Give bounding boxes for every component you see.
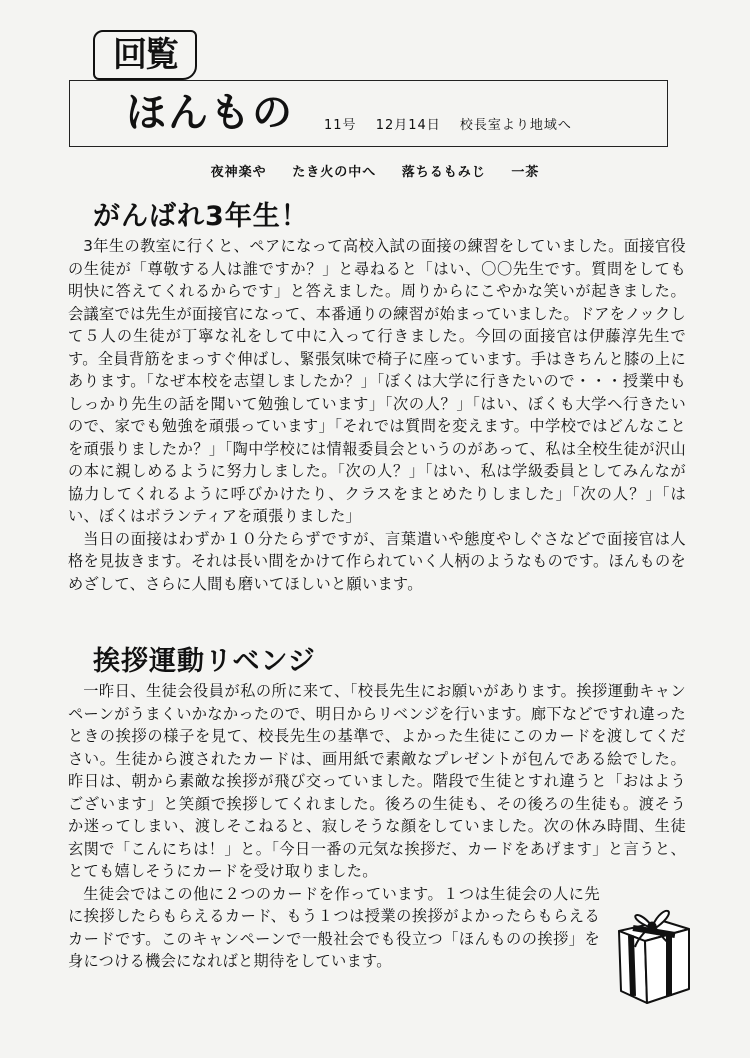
- haiku-author: 一茶: [511, 165, 540, 180]
- article-2-heading: 挨拶運動リベンジ: [93, 646, 316, 677]
- article-1-paragraph: 当日の面接はわずか１０分たらずですが、言葉遣いや態度やしぐさなどで面接官は人格を見抜きます。それは長い間をかけて作られていく人柄のようなものです。ほんものをめざして、さらに人間も磨いてほしいと願います。: [68, 529, 686, 593]
- issue-number: 11号: [324, 118, 357, 133]
- article-2-body: [68, 680, 686, 1007]
- issue-info: [324, 114, 586, 133]
- newsletter-title: ほんもの: [126, 90, 294, 136]
- haiku: [0, 161, 750, 180]
- circulation-stamp: 回覧: [93, 30, 197, 80]
- article-2-paragraph: 一昨日、生徒会役員が私の所に来て、「校長先生にお願いがあります。挨拶運動キャンペーンがうまくいかなかったので、明日からリベンジを行います。廊下などですれ違ったときの挨拶の様子を見て、校長先生の基準で、よかった生徒にこのカードを渡してください。生徒から渡されたカードは、画用紙で素敵なプレゼントが包んである絵でした。昨日は、朝から素敵な挨拶が飛び交っていました。階段で生徒とすれ違うと「おはようございます」と笑顔で挨拶してくれました。後ろの生徒も、その後ろの生徒も。渡そうか迷ってしまい、渡しそこねると、寂しそうな顔をしていました。次の休み時間、生徒玄関で「こんにちは！」と。「今日一番の元気な挨拶だ、カードをあげます」と言うと、とても嬉しそうにカードを受け取りました。: [68, 682, 686, 880]
- haiku-line-1: 夜神楽や: [210, 165, 267, 180]
- issue-date: 12月14日: [375, 118, 441, 133]
- masthead: [69, 80, 668, 147]
- haiku-line-2: たき火の中へ: [292, 165, 377, 180]
- issue-from: 校長室より地域へ: [459, 118, 572, 133]
- article-2-paragraph: 生徒会ではこの他に２つのカードを作っています。１つは生徒会の人に先に挨拶したらもらえるカード、もう１つは授業の挨拶がよかったらもらえるカードです。このキャンペーンで一般社会でも役立つ「ほんものの挨拶」を身につける機会になればと期待をしています。: [68, 884, 600, 970]
- gift-box-icon: [611, 895, 696, 1010]
- article-1-heading: がんばれ3年生！: [93, 201, 309, 232]
- article-1-body: [68, 235, 686, 595]
- haiku-line-3: 落ちるもみじ: [401, 165, 486, 180]
- article-1-paragraph: 3年生の教室に行くと、ペアになって高校入試の面接の練習をしていました。面接官役の生徒が「尊敬する人は誰ですか？」と尋ねると「はい、〇〇先生です。質問をしても明快に答えてくれるからです」と答えました。周りからにこやかな笑いが起きました。会議室では先生が面接官になって、本番通りの練習が始まっていました。ドアをノックして５人の生徒が丁寧な礼をして中に入って行きました。今回の面接官は伊藤淳先生です。全員背筋をまっすぐ伸ばし、緊張気味で椅子に座っています。手はきちんと膝の上にあります。「なぜ本校を志望しましたか？」「ぼくは大学に行きたいので・・・授業中もしっかり先生の話を聞いて勉強しています」「次の人？」「はい、ぼくも大学へ行きたいので、家でも勉強を頑張っています」「それでは質問を変えます。中学校ではどんなことを頑張りましたか？」「陶中学校には情報委員会というのがあって、私は全校生徒が沢山の本に親しめるように努力しました。「次の人？」「はい、私は学級委員としてみんなが協力してくれるように呼びかけたり、クラスをまとめたりしました」「次の人？」「はい、ぼくはボランティアを頑張りました」: [68, 237, 686, 525]
